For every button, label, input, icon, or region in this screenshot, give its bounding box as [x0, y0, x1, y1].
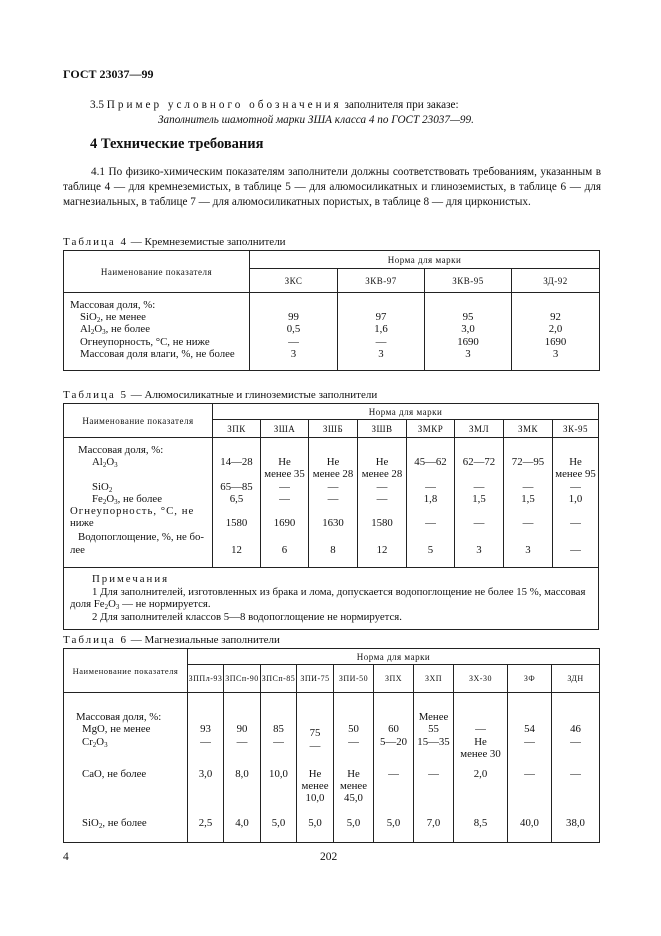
spaced-label: Пример условного обозначения [106, 99, 342, 111]
section-number: 3.5 [90, 99, 104, 111]
section-3-5 [90, 98, 610, 128]
norm-header: Норма для марки [213, 404, 599, 420]
grade-values: 50 — Не менее 45,0 5,0 [334, 693, 374, 843]
norm-header: Норма для марки [250, 251, 600, 269]
grade-values: 75 — Не менее 10,0 5,0 [297, 693, 334, 843]
indicator-names: Массовая доля, %: SiO$_2$, не менее $Al_2O_3$, не более Огнеупорность, °С, не ниже Массовая доля влаги, %, не более [64, 293, 250, 371]
table4-caption: Таблица 4 — Кремнеземистые заполнители [63, 236, 286, 248]
grade-header: ЗХ-30 [454, 665, 508, 693]
grade-header: ЗПСп-85 [261, 665, 297, 693]
grade-values: 72—95 — 1,5 — 3 [504, 438, 553, 568]
grade-header: ЗШБ [309, 420, 358, 438]
table-4 [63, 250, 600, 371]
grade-values: Не менее 28 — — 1580 12 [358, 438, 407, 568]
grade-values: 54 — — 40,0 [508, 693, 552, 843]
section-heading: 4 Технические требования [90, 136, 264, 152]
table6-caption: Таблица 6 — Магнезиальные заполнители [63, 634, 280, 646]
grade-header: ЗШВ [358, 420, 407, 438]
grade-header: ЗПИ-75 [297, 665, 334, 693]
grade-header: ЗППл-93 [188, 665, 224, 693]
grade-header: ЗФ [508, 665, 552, 693]
grade-values: Менее 55 15—35 — 7,0 [414, 693, 454, 843]
grade-header: ЗПХ [374, 665, 414, 693]
example-designation: Заполнитель шамотной марки ЗША класса 4 по ГОСТ 23037—99. [158, 114, 474, 126]
norm-header: Норма для марки [188, 649, 600, 665]
grade-header: ЗПК [213, 420, 261, 438]
grade-header: ЗША [261, 420, 309, 438]
col-name-header: Наименование показателя [64, 404, 213, 438]
grade-values: Не менее 28 — — 1630 8 [309, 438, 358, 568]
grade-values: Не менее 35 — — 1690 6 [261, 438, 309, 568]
grade-values: 45—62 — 1,8 — 5 [407, 438, 455, 568]
table-6 [63, 648, 600, 843]
table-5 [63, 403, 599, 630]
grade-values: 90 — 8,0 4,0 [224, 693, 261, 843]
document-header: ГОСТ 23037—99 [63, 67, 154, 81]
grade-header: ЗПИ-50 [334, 665, 374, 693]
grade-values: 46 — — 38,0 [552, 693, 600, 843]
grade-values: Не менее 95 — 1,0 — — [553, 438, 599, 568]
grade-values: 14—28 65—85 6,5 1580 12 [213, 438, 261, 568]
grade-header: ЗДН [552, 665, 600, 693]
col-name-header: Наименование показателя [64, 649, 188, 693]
grade-header: ЗПСп-90 [224, 665, 261, 693]
grade-values: 95 3,0 1690 3 [425, 293, 512, 371]
grade-header: ЗМК [504, 420, 553, 438]
grade-header: ЗМКР [407, 420, 455, 438]
grade-header: ЗК-95 [553, 420, 599, 438]
grade-values: 85 — 10,0 5,0 [261, 693, 297, 843]
grade-header: ЗМЛ [455, 420, 504, 438]
grade-values: 97 1,6 — 3 [338, 293, 425, 371]
table5-notes: Примечания 1 Для заполнителей, изготовленных из брака и лома, допускается водопоглощение не более 15 %, массовая доля $Fe_2O_3$ — не нормируется. 2 Для заполнителей классов 5—8 водопоглощение не нормируется. [64, 568, 599, 630]
grade-values: 62—72 — 1,5 — 3 [455, 438, 504, 568]
indicator-names: Массовая доля, %: $Al_2O_3$ SiO$_2$ $Fe_2O_3$, не более Огнеупорность, °С, не ниже Водопоглощение, %, не бо- лее [64, 438, 213, 568]
page-number-left: 4 [63, 851, 69, 863]
indicator-names: Массовая доля, %: MgO, не менее $Cr_2O_3$ CaO, не более SiO$_2$, не более [64, 693, 188, 843]
grade-values: 60 5—20 — 5,0 [374, 693, 414, 843]
table5-caption: Таблица 5 — Алюмосиликатные и глиноземистые заполнители [63, 389, 378, 401]
grade-values: — Не менее 30 2,0 8,5 [454, 693, 508, 843]
grade-header: ЗД-92 [512, 269, 600, 293]
grade-header: ЗХП [414, 665, 454, 693]
col-name-header: Наименование показателя [64, 251, 250, 293]
page-number-center: 202 [320, 851, 338, 863]
grade-header: ЗКВ-95 [425, 269, 512, 293]
grade-header: ЗКВ-97 [338, 269, 425, 293]
section-text: заполнителя при заказе: [344, 99, 459, 111]
grade-values: 93 — 3,0 2,5 [188, 693, 224, 843]
paragraph-4-1: 4.1 По физико-химическим показателям заполнители должны соответствовать требованиям, указанным в таблице 4 — для кремнеземистых, в таблице 5 — для алюмосиликатных и глиноземистых, в таблице 6 — для магнезиальных, в таблице 7 — для алюмосиликатных пористых, в таблице 8 — для цирконистых. [63, 166, 601, 208]
grade-values: 92 2,0 1690 3 [512, 293, 600, 371]
grade-header: ЗКС [250, 269, 338, 293]
grade-values: 99 0,5 — 3 [250, 293, 338, 371]
